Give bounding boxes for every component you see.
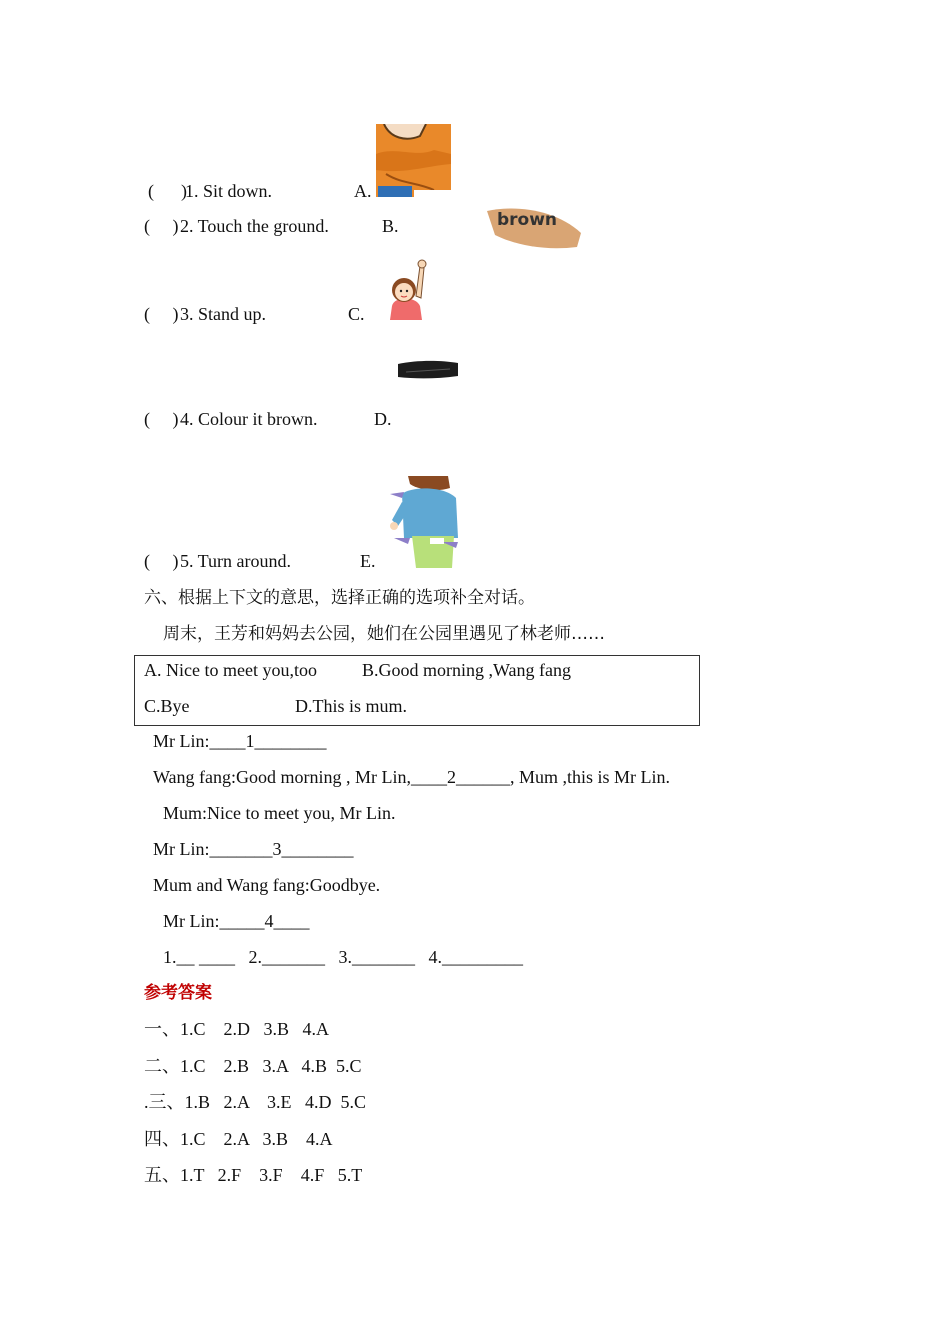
letter-a: A. — [354, 181, 372, 201]
bracket-2[interactable]: ( ) — [144, 216, 179, 236]
answer-blanks[interactable]: 1.__ ____ 2._______ 3._______ 4._________ — [163, 947, 523, 967]
option-b: B.Good morning ,Wang fang — [362, 660, 572, 680]
letter-b: B. — [382, 216, 399, 236]
dialogue-line-6: Mr Lin:_____4____ — [163, 911, 310, 931]
section6-intro: 周末，王芳和妈妈去公园，她们在公园里遇见了林老师…… — [163, 624, 605, 644]
dialogue-line-5: Mum and Wang fang:Goodbye. — [153, 875, 381, 895]
item-1: 1. Sit down. — [185, 181, 273, 201]
letter-c: C. — [348, 304, 365, 324]
brown-label: brown — [497, 210, 558, 230]
option-d: D.This is mum. — [295, 696, 408, 716]
section6-heading: 六、根据上下文的意思，选择正确的选项补全对话。 — [144, 588, 535, 608]
letter-d: D. — [374, 409, 392, 429]
dialogue-line-3: Mum:Nice to meet you, Mr Lin. — [163, 803, 396, 823]
answers-line-3: .三、1.B 2.A 3.E 4.D 5.C — [144, 1092, 367, 1112]
item-3: 3. Stand up. — [180, 304, 267, 324]
item-5: 5. Turn around. — [180, 551, 292, 571]
option-c: C.Bye — [144, 696, 190, 716]
answers-line-5: 五、1.T 2.F 3.F 4.F 5.T — [144, 1165, 363, 1185]
sit-down-picture — [376, 124, 451, 197]
dialogue-line-2: Wang fang:Good morning , Mr Lin,____2______, Mum ,this is Mr Lin. — [153, 767, 671, 787]
stand-up-picture — [386, 256, 430, 320]
letter-e: E. — [360, 551, 376, 571]
bracket-5[interactable]: ( ) — [144, 551, 179, 571]
bracket-1[interactable]: ( ) — [148, 181, 187, 201]
bracket-3[interactable]: ( ) — [144, 304, 179, 324]
turn-around-picture — [388, 476, 460, 568]
answers-title: 参考答案 — [144, 983, 212, 1003]
brown-swatch-picture — [485, 205, 583, 251]
bracket-4[interactable]: ( ) — [144, 409, 179, 429]
black-crayon-picture — [396, 358, 460, 382]
dialogue-line-4: Mr Lin:_______3________ — [153, 839, 354, 859]
item-4: 4. Colour it brown. — [180, 409, 318, 429]
answers-line-2: 二、1.C 2.B 3.A 4.B 5.C — [144, 1056, 362, 1076]
answers-line-1: 一、1.C 2.D 3.B 4.A — [144, 1019, 330, 1039]
answers-line-4: 四、1.C 2.A 3.B 4.A — [144, 1129, 333, 1149]
option-a: A. Nice to meet you,too — [144, 660, 317, 680]
item-2: 2. Touch the ground. — [180, 216, 329, 236]
dialogue-line-1: Mr Lin:____1________ — [153, 731, 327, 751]
